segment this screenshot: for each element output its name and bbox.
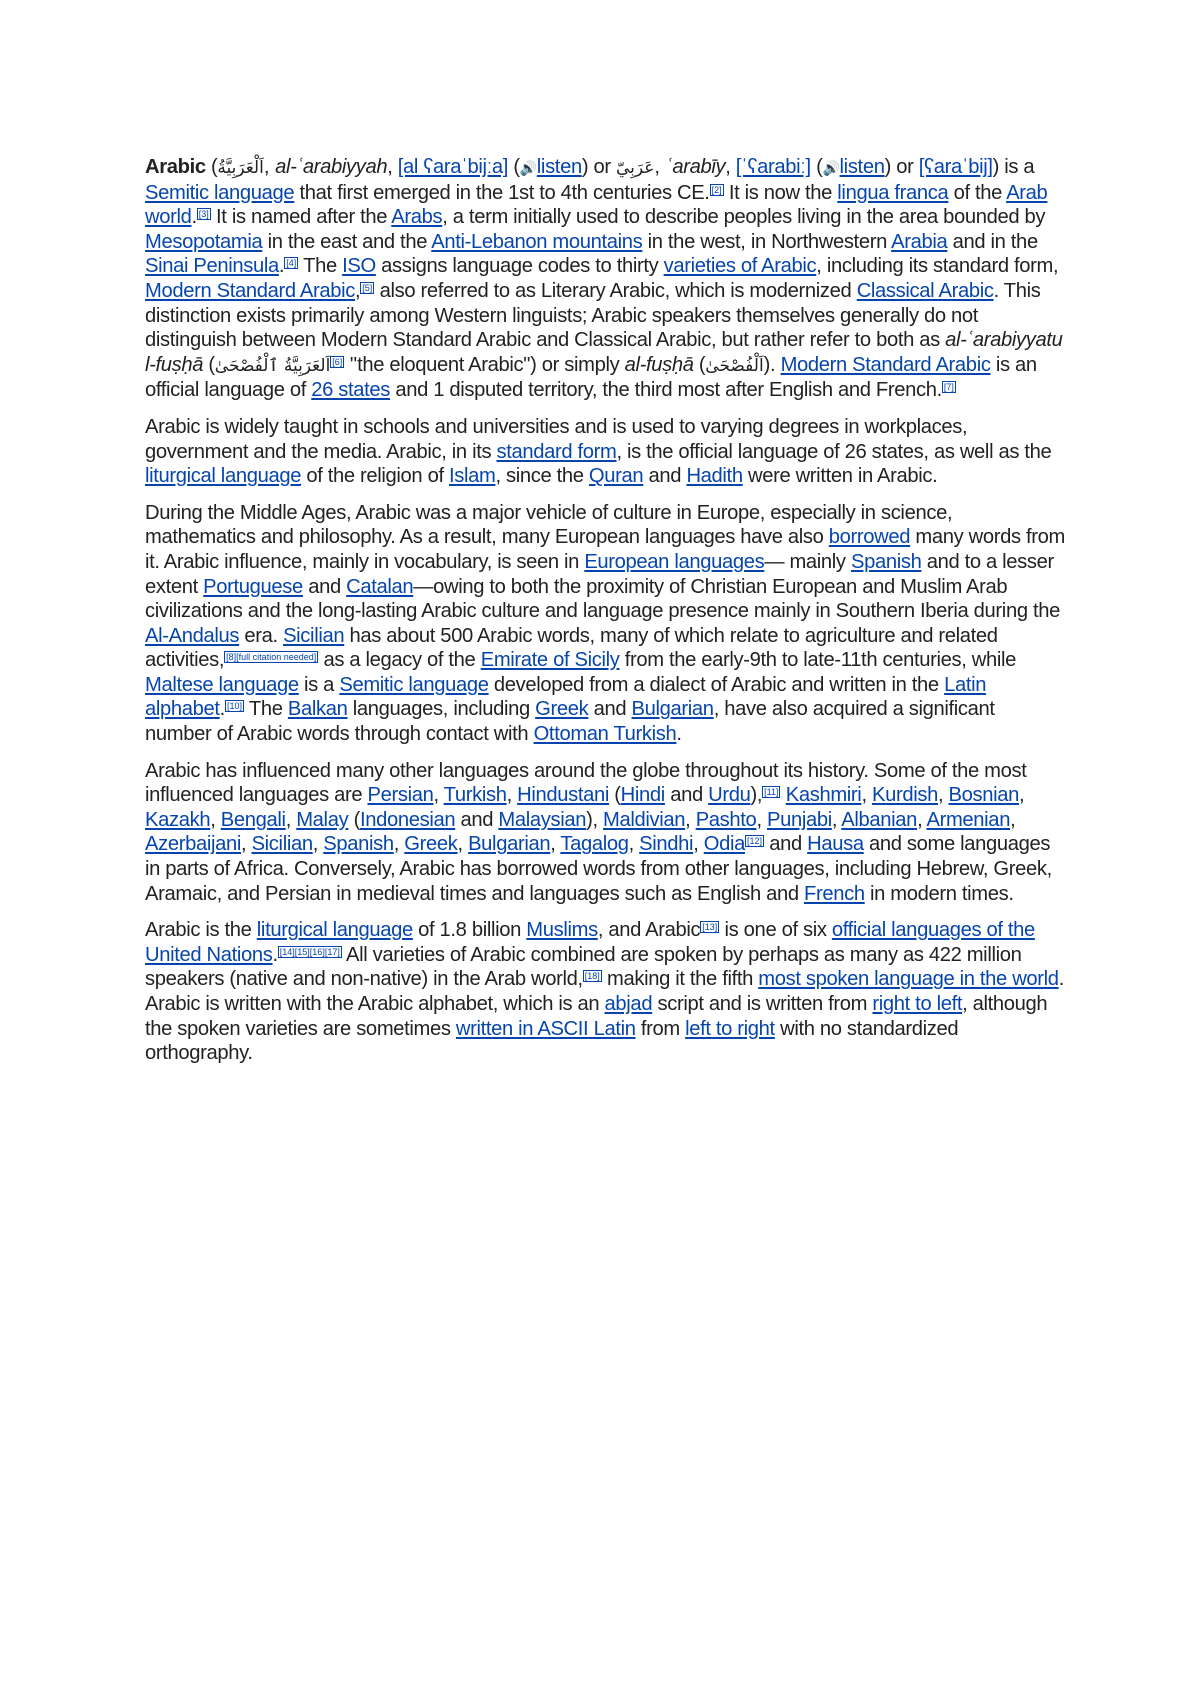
text: script and is written from <box>657 993 868 1015</box>
text: making it the fifth <box>607 968 753 991</box>
citation[interactable] <box>762 786 780 798</box>
text: . Arabic is written with the Arabic alphabet, which is an <box>145 968 1064 1015</box>
link-portuguese[interactable]: Portuguese <box>203 575 303 598</box>
text: , a term initially used to describe peoples living in the area bounded by <box>442 206 1046 229</box>
citation[interactable] <box>284 257 298 269</box>
text: in the east and the <box>267 230 428 253</box>
text: , since the <box>495 465 584 488</box>
link-language[interactable]: Malaysian <box>498 808 587 831</box>
link-language[interactable]: Armenian <box>926 808 1011 831</box>
arabic-script: اَلْعَرَبِيَّةُ <box>217 158 264 178</box>
link-sinai[interactable]: Sinai Peninsula <box>145 255 279 278</box>
text: and 1 disputed territory, the third most after English and French. <box>395 379 942 402</box>
text: and in the <box>952 230 1038 253</box>
link-maltese[interactable]: Maltese language <box>145 673 299 696</box>
text: developed from a dialect of Arabic and written in the <box>493 673 939 696</box>
citation-link[interactable]: [4] <box>286 258 297 269</box>
link-liturgical-language[interactable]: liturgical language <box>145 465 302 488</box>
text: of the <box>953 181 1003 204</box>
listen-link[interactable]: listen <box>839 156 885 178</box>
link-language[interactable]: Odia <box>703 833 745 856</box>
link-varieties[interactable]: varieties of Arabic <box>663 255 817 278</box>
citation[interactable] <box>225 700 244 712</box>
text: from the early-9th to late-11th centuries, while <box>624 649 1016 672</box>
text: , although the spoken varieties are sometimes <box>145 993 1048 1040</box>
citation-link[interactable]: [6] <box>332 356 343 367</box>
speaker-icon[interactable]: 🔊 <box>822 160 840 176</box>
link-language[interactable]: Hindustani <box>517 784 610 807</box>
text: that first emerged in the 1st to 4th centuries CE. <box>299 181 710 204</box>
text: also referred to as Literary Arabic, which is modernized <box>379 279 852 302</box>
link-spanish[interactable]: Spanish <box>850 550 922 573</box>
link-greek[interactable]: Greek <box>535 698 589 721</box>
text: and some languages in parts of Africa. Conversely, Arabic has borrowed words from other languages, including Hebrew, Greek, Aramaic, and Persian in medieval times and languages such as English and <box>145 833 1052 905</box>
text: Arabic has influenced many other languages around the globe throughout its history. Some of the most influenced languages are <box>145 759 1027 807</box>
link-language[interactable]: Sicilian <box>251 833 313 856</box>
text: and to a lesser extent <box>145 550 1054 598</box>
text: were written in Arabic. <box>747 465 938 488</box>
paragraph-speakers: Arabic is the liturgical language of 1.8 billion Muslims, and Arabic [13] is one of six official languages of the United Nations. [14][15][16][17] All varieties of Arabic combined are spoken by perhaps as many as 422 million speakers (native and non-native) in the Arab world, [18] making it the fifth most spoken language in the world. Arabic is written with the Arabic alphabet, which is an abjad script and is written from right to left, although the spoken varieties are sometimes written in ASCII Latin from left to right with no standardized orthography. <box>145 919 1064 1065</box>
link-ascii-latin[interactable]: written in ASCII Latin <box>455 1017 636 1040</box>
text: During the Middle Ages, Arabic was a major vehicle of culture in Europe, especially in science, mathematics and philosophy. As a result, many European languages have also <box>145 501 953 549</box>
citation[interactable] <box>710 184 724 196</box>
link-european-languages[interactable]: European languages <box>584 550 765 573</box>
citation[interactable] <box>583 970 602 982</box>
link-bulgarian[interactable]: Bulgarian <box>631 698 714 721</box>
link-french[interactable]: French <box>803 882 865 905</box>
text: many words from it. Arabic influence, mainly in vocabulary, is seen in <box>145 526 1065 573</box>
link-standard-form[interactable]: standard form <box>496 440 617 463</box>
paragraph-influence: Arabic has influenced many other languages around the globe throughout its history. Some of the most influenced languages are Persian, Turkish, Hindustani (Hindi and Urdu), [11] Kashmiri, Kurdish, Bosnian, Kazakh, Bengali, Malay (Indonesian and Malaysian), Maldivian, Pashto, Punjabi, Albanian, Armenian, Azerbaijani, Sicilian, Spanish, Greek, Bulgarian, Tagalog, Sindhi, Odia [12] and Hausa and some languages in parts of Africa. Conversely, Arabic has borrowed words from other languages, including Hebrew, Greek, Aramaic, and Persian in medieval times and languages such as English and French in modern times. <box>145 759 1052 905</box>
ipa-link[interactable]: [al ʕaraˈbijːa] <box>397 156 509 178</box>
text: , have also acquired a significant number of Arabic words through contact with <box>145 698 995 746</box>
link-right-to-left[interactable]: right to left <box>872 993 963 1015</box>
text: Arabic is widely taught in schools and universities and is used to varying degrees in workplaces, government and the media. Arabic, in its <box>145 415 968 463</box>
text: , including its standard form, <box>816 255 1059 278</box>
ipa-link[interactable]: [ˈʕarabiː] <box>735 156 811 178</box>
link-language[interactable]: Indonesian <box>359 808 456 831</box>
link-language[interactable]: Hausa <box>807 833 864 856</box>
link-islam[interactable]: Islam <box>448 465 496 488</box>
link-catalan[interactable]: Catalan <box>346 575 414 598</box>
link-al-andalus[interactable]: Al-Andalus <box>145 624 240 647</box>
article-body <box>145 155 1065 1078</box>
text: The <box>248 698 283 721</box>
text: and <box>648 465 682 488</box>
arabic-script: اَلْفُصْحَىٰ <box>705 355 764 376</box>
ipa-link[interactable]: [ʕaraˈbij] <box>918 156 993 178</box>
link-msa[interactable]: Modern Standard Arabic <box>780 353 991 376</box>
link-language[interactable]: Punjabi <box>766 808 832 831</box>
citation[interactable] <box>745 835 764 847</box>
text: languages, including <box>352 698 530 721</box>
link-language[interactable]: Hindi <box>620 784 665 807</box>
text: It is named after the <box>216 206 388 229</box>
citation-link[interactable]: [14][15][16][17] <box>279 946 340 957</box>
text: era. <box>244 624 278 647</box>
text: and <box>308 575 341 598</box>
text: is an official language of <box>145 353 1037 402</box>
text: — mainly <box>764 550 846 573</box>
link-language[interactable]: Pashto <box>695 808 757 831</box>
text: has about 500 Arabic words, many of which relate to agriculture and related activities, <box>145 624 998 672</box>
text: Arabic is the <box>145 919 252 942</box>
text: from <box>640 1017 680 1040</box>
link-borrowed[interactable]: borrowed <box>828 526 911 549</box>
link-language[interactable]: Sindhi <box>639 833 694 856</box>
citation[interactable] <box>942 381 956 393</box>
citation[interactable] <box>330 356 344 368</box>
link-arabia[interactable]: Arabia <box>891 230 948 253</box>
text: as a legacy of the <box>323 649 476 672</box>
arabic-script: عَرَبِيّ <box>615 158 655 178</box>
citation-link[interactable]: [13] <box>702 922 718 933</box>
text: of 1.8 billion <box>418 919 521 942</box>
text: is one of six <box>724 919 827 942</box>
link-arab-world[interactable]: Arab world <box>145 181 1048 229</box>
link-language[interactable]: Spanish <box>323 833 394 856</box>
link-language[interactable]: Kashmiri <box>785 784 862 807</box>
transliteration: al-ʿarabiyyah <box>275 156 388 178</box>
link-muslims[interactable]: Muslims <box>526 919 598 942</box>
citation[interactable] <box>700 921 719 933</box>
speaker-icon[interactable]: 🔊 <box>519 160 537 176</box>
paragraph-middle-ages: During the Middle Ages, Arabic was a major vehicle of culture in Europe, especially in science, mathematics and philosophy. As a result, many European languages have also borrowed many words from it. Arabic influence, mainly in vocabulary, is seen in European languages— mainly Spanish and to a lesser extent Portuguese and Catalan—owing to both the proximity of Christian European and Muslim Arab civilizations and the long-lasting Arabic culture and language presence mainly in Southern Iberia during the Al-Andalus era. Sicilian has about 500 Arabic words, many of which relate to agriculture and related activities, [8][full citation needed] as a legacy of the Emirate of Sicily from the early-9th to late-11th centuries, while Maltese language is a Semitic language developed from a dialect of Arabic and written in the Latin alphabet. [10] The Balkan languages, including Greek and Bulgarian, have also acquired a significant number of Arabic words through contact with Ottoman Turkish. <box>145 501 1065 746</box>
text: in the west, in Northwestern <box>647 230 887 253</box>
link-language[interactable]: Persian <box>367 784 434 807</box>
link-language[interactable]: Bosnian <box>948 784 1020 807</box>
transliteration: al-fuṣḥā <box>624 353 694 376</box>
citation[interactable] <box>360 282 374 294</box>
link-emirate-of-sicily[interactable]: Emirate of Sicily <box>480 649 620 672</box>
citation-link[interactable]: [10] <box>226 701 242 712</box>
citation-link[interactable]: [5] <box>362 282 373 293</box>
text: , is the official language of 26 states, as well as the <box>616 440 1052 463</box>
link-language[interactable]: Azerbaijani <box>145 833 242 856</box>
link-semitic-language[interactable]: Semitic language <box>145 181 295 204</box>
link-ottoman-turkish[interactable]: Ottoman Turkish <box>533 723 677 746</box>
transliteration: ʿarabīy <box>665 156 726 178</box>
link-language[interactable]: Greek <box>404 833 458 856</box>
citation-link[interactable]: [8][full citation needed] <box>226 652 317 663</box>
link-abjad[interactable]: abjad <box>604 993 653 1015</box>
text: is a <box>304 673 335 696</box>
listen-link[interactable]: listen <box>536 156 582 178</box>
link-arabs[interactable]: Arabs <box>391 206 443 229</box>
link-language[interactable]: Tagalog <box>560 833 629 856</box>
link-most-spoken[interactable]: most spoken language in the world <box>758 968 1059 991</box>
link-un-official-languages[interactable]: official languages of the United Nations <box>145 919 1035 966</box>
text: , and Arabic <box>597 919 701 942</box>
text: "the eloquent Arabic") or simply <box>349 353 620 376</box>
text: and <box>593 698 627 721</box>
transliteration: al-ʿarabiyyatu l-fuṣḥā <box>145 329 1063 376</box>
citation-link[interactable]: [2] <box>711 184 722 195</box>
article-title: Arabic <box>145 156 206 178</box>
link-latin-alphabet[interactable]: Latin alphabet <box>145 673 987 721</box>
citation[interactable] <box>278 946 342 958</box>
link-msa[interactable]: Modern Standard Arabic <box>145 279 356 302</box>
link-lingua-franca[interactable]: lingua franca <box>837 181 949 204</box>
link-classical-arabic[interactable]: Classical Arabic <box>856 279 994 302</box>
link-anti-lebanon[interactable]: Anti-Lebanon mountains <box>431 230 643 253</box>
text: . This distinction exists primarily among Western linguists; Arabic speakers themselves generally do not distinguish between Modern Standard Arabic and Classical Arabic, but rather refer to both as <box>145 279 1041 352</box>
link-balkan[interactable]: Balkan <box>287 698 348 721</box>
link-language[interactable]: Kazakh <box>145 808 211 831</box>
link-liturgical-language[interactable]: liturgical language <box>256 919 413 942</box>
paragraph-education <box>145 415 1065 489</box>
citation[interactable] <box>224 651 318 663</box>
link-language[interactable]: Albanian <box>841 808 918 831</box>
arabic-script: اَلعَرَبِيَّةُ ٱلْفُصْحَىٰ <box>214 355 331 376</box>
link-left-to-right[interactable]: left to right <box>685 1017 775 1040</box>
text: in modern times. <box>869 882 1014 905</box>
link-language[interactable]: Urdu <box>708 784 751 807</box>
link-language[interactable]: Maldivian <box>603 808 686 831</box>
link-language[interactable]: Kurdish <box>871 784 938 807</box>
link-26-states[interactable]: 26 states <box>311 379 391 402</box>
citation-link[interactable]: [11] <box>764 787 779 798</box>
link-semitic-language[interactable]: Semitic language <box>339 673 489 696</box>
text: The <box>303 255 337 278</box>
link-quran[interactable]: Quran <box>588 465 644 488</box>
citation-link[interactable]: [3] <box>198 209 209 220</box>
link-language[interactable]: Bulgarian <box>468 833 551 856</box>
text: assigns language codes to thirty <box>381 255 659 278</box>
citation-link[interactable]: [7] <box>943 382 954 393</box>
citation-link[interactable]: [18] <box>584 971 600 982</box>
link-language[interactable]: Malay <box>296 808 349 831</box>
link-language[interactable]: Bengali <box>220 808 286 831</box>
paragraph-intro: Arabic (اَلْعَرَبِيَّةُ, al-ʿarabiyyah, [al ʕaraˈbijːa] (🔊listen) or عَرَبِيّ, ʿarabīy, [ˈʕarabiː] (🔊listen) or [ʕaraˈbij]) is a Semitic language that first emerged in the 1st to 4th centuries CE. [2] It is now the lingua franca of the Arab world. [3] It is named after the Arabs, a term initially used to describe peoples living in the area bounded by Mesopotamia in the east and the Anti-Lebanon mountains in the west, in Northwestern Arabia and in the Sinai Peninsula. [4] The ISO assigns language codes to thirty varieties of Arabic, including its standard form, Modern Standard Arabic, [5] also referred to as Literary Arabic, which is modernized Classical Arabic. This distinction exists primarily among Western linguists; Arabic speakers themselves generally do not distinguish between Modern Standard Arabic and Classical Arabic, but rather refer to both as al-ʿarabiyyatu l-fuṣḥā (اَلعَرَبِيَّةُ ٱلْفُصْحَىٰ [6] "the eloquent Arabic") or simply al-fuṣḥā (اَلْفُصْحَىٰ). Modern Standard Arabic is an official language of 26 states and 1 disputed territory, the third most after English and French. [7] <box>145 156 1063 402</box>
link-sicilian[interactable]: Sicilian <box>283 624 345 647</box>
text: All varieties of Arabic combined are spoken by perhaps as many as 422 million speakers (native and non-native) in the Arab world, <box>145 943 1022 991</box>
text: with no standardized orthography. <box>145 1017 959 1065</box>
text: It is now the <box>728 181 833 204</box>
link-iso[interactable]: ISO <box>342 255 376 278</box>
link-hadith[interactable]: Hadith <box>686 465 743 488</box>
text: of the religion of <box>306 465 444 488</box>
link-mesopotamia[interactable]: Mesopotamia <box>145 230 263 253</box>
text: —owing to both the proximity of Christian European and Muslim Arab civilizations and the long-lasting Arabic culture and language presence mainly in Southern Iberia during the <box>145 575 1060 623</box>
link-language[interactable]: Turkish <box>443 784 507 807</box>
citation-link[interactable]: [12] <box>746 836 762 847</box>
citation[interactable] <box>197 208 211 220</box>
